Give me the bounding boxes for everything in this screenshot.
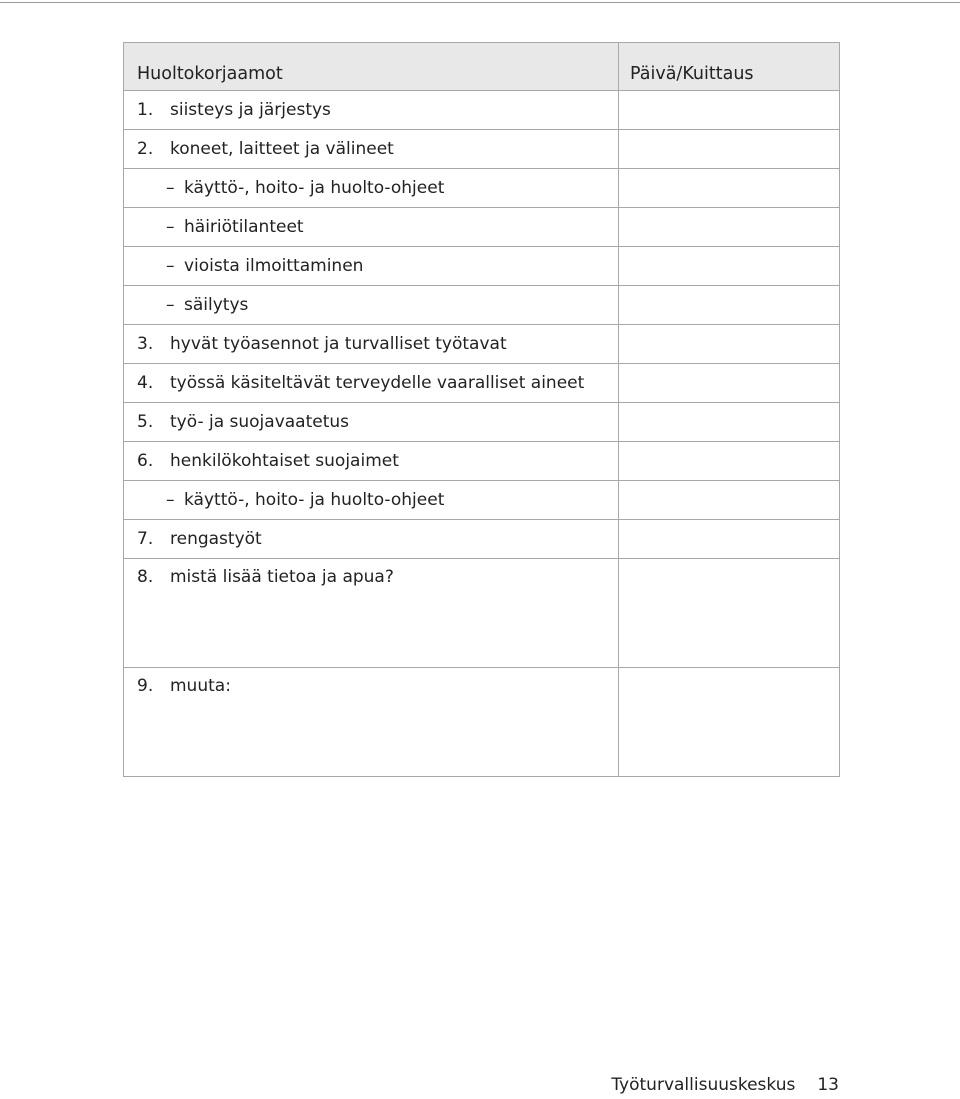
item-text: käyttö-, hoito- ja huolto-ohjeet bbox=[184, 490, 445, 510]
table-header-row bbox=[124, 43, 840, 91]
dash-bullet: – bbox=[166, 217, 175, 237]
signature-cell[interactable] bbox=[619, 364, 840, 403]
dash-bullet: – bbox=[166, 256, 175, 276]
signature-cell[interactable] bbox=[619, 286, 840, 325]
item-cell bbox=[124, 442, 619, 481]
item-cell bbox=[124, 247, 619, 286]
item-text: rengastyöt bbox=[170, 529, 262, 549]
column-header-date-signature: Päivä/Kuittaus bbox=[619, 43, 840, 91]
signature-cell[interactable] bbox=[619, 130, 840, 169]
item-cell bbox=[124, 91, 619, 130]
item-text: muuta: bbox=[170, 676, 231, 696]
item-number: 6. bbox=[137, 451, 154, 471]
item-text: käyttö-, hoito- ja huolto-ohjeet bbox=[184, 178, 445, 198]
item-cell bbox=[124, 325, 619, 364]
table-row bbox=[124, 247, 840, 286]
item-text: hyvät työasennot ja turvalliset työtavat bbox=[170, 334, 507, 354]
dash-bullet: – bbox=[166, 295, 175, 315]
table-row bbox=[124, 364, 840, 403]
signature-cell[interactable] bbox=[619, 169, 840, 208]
signature-cell[interactable] bbox=[619, 559, 840, 668]
table-row bbox=[124, 91, 840, 130]
signature-cell[interactable] bbox=[619, 325, 840, 364]
item-text: työssä käsiteltävät terveydelle vaaralliset aineet bbox=[170, 373, 585, 393]
signature-cell[interactable] bbox=[619, 442, 840, 481]
item-cell bbox=[124, 403, 619, 442]
checklist-table bbox=[123, 42, 840, 777]
item-cell bbox=[124, 208, 619, 247]
item-cell bbox=[124, 481, 619, 520]
footer-organization: Työturvallisuuskeskus bbox=[611, 1075, 796, 1095]
column-header-item: Huoltokorjaamot bbox=[124, 43, 619, 91]
item-cell bbox=[124, 169, 619, 208]
item-text: siisteys ja järjestys bbox=[170, 100, 331, 120]
item-number: 2. bbox=[137, 139, 154, 159]
item-text: häiriötilanteet bbox=[184, 217, 304, 237]
signature-cell[interactable] bbox=[619, 668, 840, 777]
signature-cell[interactable] bbox=[619, 520, 840, 559]
item-cell bbox=[124, 364, 619, 403]
table-row bbox=[124, 403, 840, 442]
item-number: 1. bbox=[137, 100, 154, 120]
item-cell bbox=[124, 559, 619, 668]
table-row bbox=[124, 130, 840, 169]
table-row bbox=[124, 169, 840, 208]
item-cell bbox=[124, 130, 619, 169]
page-number: 13 bbox=[817, 1075, 839, 1095]
item-number: 3. bbox=[137, 334, 154, 354]
item-number: 8. bbox=[137, 567, 154, 587]
top-rule bbox=[0, 2, 960, 3]
signature-cell[interactable] bbox=[619, 247, 840, 286]
signature-cell[interactable] bbox=[619, 403, 840, 442]
table-row bbox=[124, 286, 840, 325]
item-text: vioista ilmoittaminen bbox=[184, 256, 364, 276]
dash-bullet: – bbox=[166, 490, 175, 510]
table-row bbox=[124, 481, 840, 520]
item-number: 9. bbox=[137, 676, 154, 696]
table-row bbox=[124, 559, 840, 668]
dash-bullet: – bbox=[166, 178, 175, 198]
signature-cell[interactable] bbox=[619, 208, 840, 247]
table-row bbox=[124, 442, 840, 481]
item-number: 5. bbox=[137, 412, 154, 432]
item-text: koneet, laitteet ja välineet bbox=[170, 139, 394, 159]
item-text: mistä lisää tietoa ja apua? bbox=[170, 567, 394, 587]
item-text: säilytys bbox=[184, 295, 249, 315]
item-number: 7. bbox=[137, 529, 154, 549]
item-text: työ- ja suojavaatetus bbox=[170, 412, 350, 432]
item-cell bbox=[124, 286, 619, 325]
item-cell bbox=[124, 668, 619, 777]
signature-cell[interactable] bbox=[619, 91, 840, 130]
table-row bbox=[124, 208, 840, 247]
table-row bbox=[124, 520, 840, 559]
signature-cell[interactable] bbox=[619, 481, 840, 520]
item-number: 4. bbox=[137, 373, 154, 393]
table-row bbox=[124, 668, 840, 777]
page-footer bbox=[611, 1075, 839, 1095]
item-cell bbox=[124, 520, 619, 559]
item-text: henkilökohtaiset suojaimet bbox=[170, 451, 399, 471]
table-row bbox=[124, 325, 840, 364]
